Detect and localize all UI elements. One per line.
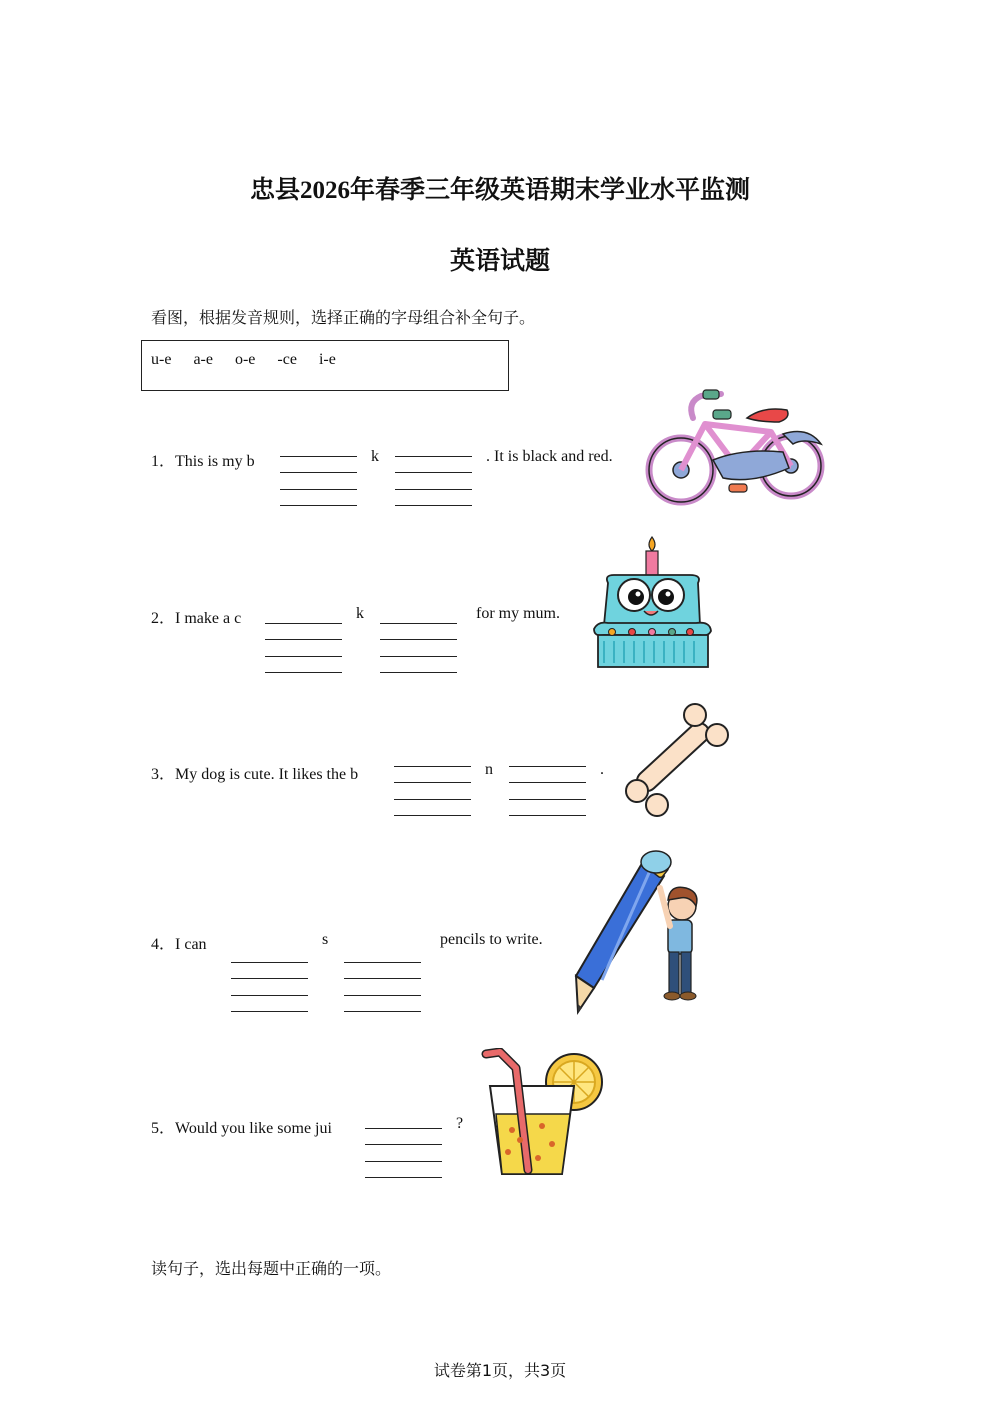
question-1-mid: k — [371, 448, 379, 465]
question-1-number: 1． — [151, 453, 176, 470]
page-footer: 试卷第1页，共3页 — [433, 1361, 567, 1380]
option-a-e: a-e — [193, 351, 213, 368]
option-ce: -ce — [277, 351, 297, 368]
boy-with-pencil-image — [572, 848, 704, 1016]
answer-blank-5[interactable] — [365, 1128, 442, 1178]
answer-blank-4a[interactable] — [231, 962, 308, 1012]
question-1-text — [151, 448, 255, 471]
answer-blank-2a[interactable] — [265, 623, 342, 673]
question-1-part1: This is my b — [175, 453, 255, 470]
question-3-part2: . — [600, 761, 604, 778]
bicycle-image — [643, 388, 825, 508]
bone-image — [625, 703, 730, 818]
question-4-part2: pencils to write. — [440, 931, 543, 948]
question-5-text — [151, 1115, 332, 1138]
answer-blank-1a[interactable] — [280, 456, 357, 506]
option-u-e: u-e — [151, 351, 172, 368]
section1-instruction: 看图，根据发音规则，选择正确的字母组合补全句子。 — [151, 308, 536, 327]
question-3-number: 3． — [151, 766, 176, 783]
question-4-mid: s — [322, 931, 329, 948]
option-i-e: i-e — [318, 351, 336, 368]
question-2-text — [151, 605, 241, 628]
answer-blank-2b[interactable] — [380, 623, 457, 673]
answer-blank-3b[interactable] — [509, 766, 586, 816]
question-3-mid: n — [485, 761, 493, 778]
question-3-part1: My dog is cute. It likes the b — [175, 766, 359, 783]
question-5-part1: Would you like some jui — [175, 1120, 332, 1137]
question-1-part2: . It is black and red. — [486, 448, 613, 465]
section2-instruction: 读句子，选出每题中正确的一项。 — [151, 1259, 392, 1278]
options-list — [151, 351, 358, 369]
question-4-text — [151, 931, 207, 954]
option-o-e: o-e — [234, 351, 256, 368]
question-3-text — [151, 761, 358, 784]
question-5-part2: ? — [456, 1115, 464, 1132]
cake-image — [590, 533, 715, 675]
question-2-part1: I make a c — [175, 610, 242, 627]
exam-title: 忠县2026年春季三年级英语期末学业水平监测 — [249, 177, 750, 204]
answer-blank-3a[interactable] — [394, 766, 471, 816]
question-5-number: 5． — [151, 1120, 176, 1137]
exam-subtitle: 英语试题 — [449, 248, 550, 275]
question-4-number: 4． — [151, 936, 176, 953]
question-2-number: 2． — [151, 610, 176, 627]
question-2-mid: k — [356, 605, 364, 622]
juice-image — [480, 1048, 608, 1178]
question-4-part1: I can — [175, 936, 207, 953]
question-2-part2: for my mum. — [476, 605, 560, 622]
answer-blank-4b[interactable] — [344, 962, 421, 1012]
answer-blank-1b[interactable] — [395, 456, 472, 506]
